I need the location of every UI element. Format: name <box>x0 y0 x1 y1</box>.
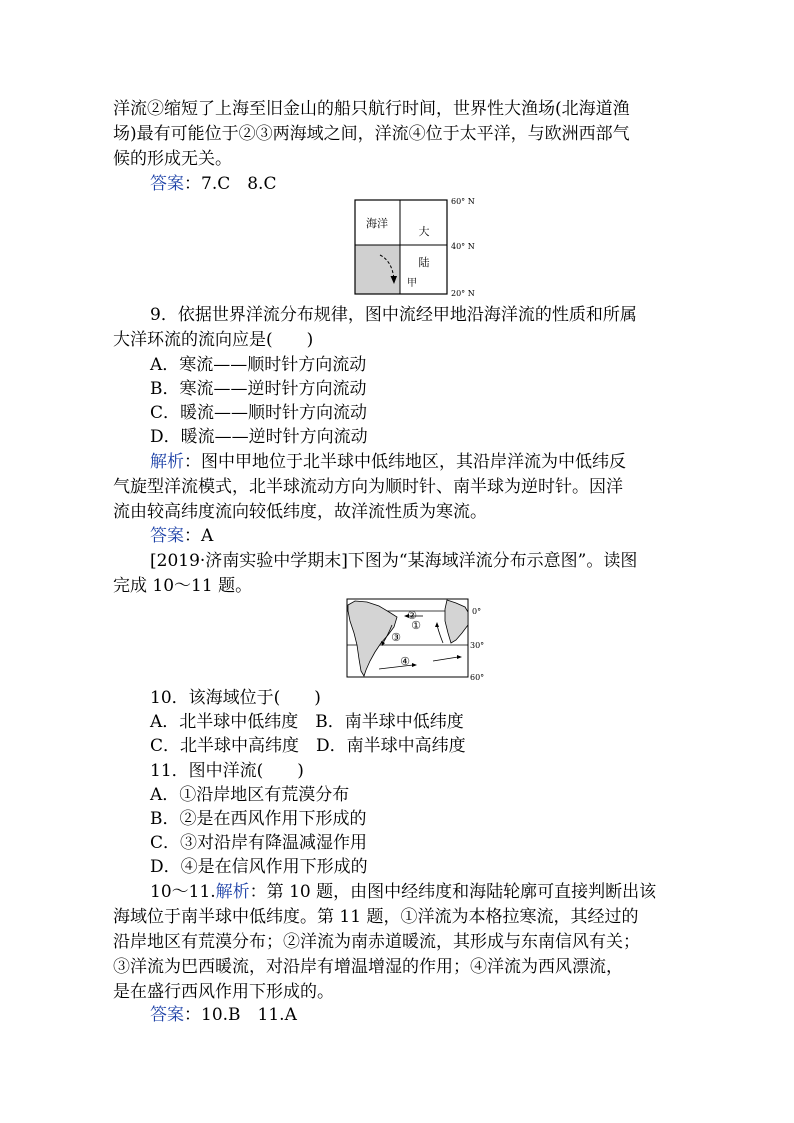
answer-text: ：7.C 8.C <box>184 174 277 194</box>
answer-7-8 <box>150 172 276 196</box>
q9-option-c: C．暖流——顺时针方向流动 <box>150 403 368 423</box>
lat-40n-label: 40° N <box>451 242 475 251</box>
q9-option-a: A．寒流——顺时针方向流动 <box>150 355 367 375</box>
answer-label: 答案 <box>150 526 184 546</box>
lat-30-label: 30° <box>470 641 485 650</box>
answer-text: ：10.B 11.A <box>184 1005 297 1025</box>
q10-stem: 10．该海域位于( ) <box>150 688 321 708</box>
current-3-label: ③ <box>391 631 401 644</box>
answer-9 <box>150 524 213 548</box>
lat-0-label: 0° <box>472 607 482 616</box>
lat-20n-label: 20° N <box>451 289 475 298</box>
q9-option-d: D．暖流——逆时针方向流动 <box>150 427 368 447</box>
answer-10-11 <box>150 1003 297 1027</box>
explanation-label: 解析 <box>150 452 184 472</box>
lat-60n-label: 60° N <box>451 197 475 206</box>
expl-10-11-line-5: 是在盛行西风作用下形成的。 <box>113 982 334 1002</box>
answer-label: 答案 <box>150 1005 184 1025</box>
q9-option-b: B．寒流——逆时针方向流动 <box>150 379 367 399</box>
expl9-line-2: 气旋型洋流模式，北半球流动方向为顺时针、南半球为逆时针。因洋 <box>113 477 623 497</box>
ocean-label: 海洋 <box>366 217 388 230</box>
expl-10-11-line-1 <box>150 880 656 904</box>
intro-line-3: 候的形成无关。 <box>113 149 232 169</box>
current-1-label: ① <box>411 619 421 632</box>
intro-10-11-line-2: 完成 10～11 题。 <box>113 576 253 596</box>
expl-10-11-line-2: 海域位于南半球中低纬度。第 11 题，①洋流为本格拉寒流，其经过的 <box>113 907 639 927</box>
expl9-line-3: 流由较高纬度流向较低纬度，故洋流性质为寒流。 <box>113 502 487 522</box>
jia-label: 甲 <box>407 278 417 289</box>
q11-option-a: A．①沿岸地区有荒漠分布 <box>150 785 350 805</box>
expl9-text-1: ：图中甲地位于北半球中低纬地区，其沿岸洋流为中低纬反 <box>184 452 626 472</box>
q11-stem: 11．图中洋流( ) <box>150 761 304 781</box>
expl-10-11-line-3: 沿岸地区有荒漠分布；②洋流为南赤道暖流，其形成与东南信风有关； <box>113 932 640 952</box>
intro-10-11-line-1: [2019·济南实验中学期末]下图为“某海域洋流分布示意图”。读图 <box>150 551 638 571</box>
expl-prefix: 10～11. <box>150 882 216 902</box>
continent-label-1: 大 <box>418 225 430 238</box>
current-4-label: ④ <box>400 655 410 668</box>
ocean-continent-diagram <box>350 195 515 299</box>
intro-line-2: 场)最有可能位于②③两海域之间，洋流④位于太平洋，与欧洲西部气 <box>113 124 630 144</box>
continent-label-2: 陆 <box>418 256 430 269</box>
q10-options-ab: A．北半球中低纬度 B．南半球中低纬度 <box>150 712 464 732</box>
lat-60-label: 60° <box>470 673 485 681</box>
intro-line-1: 洋流②缩短了上海至旧金山的船只航行时间，世界性大渔场(北海道渔 <box>113 99 630 119</box>
expl9-line-1 <box>150 450 626 474</box>
expl-10-11-line-4: ③洋流为巴西暖流，对沿岸有增温增湿的作用；④洋流为西风漂流， <box>113 957 623 977</box>
current-2-label: ② <box>407 609 417 622</box>
ocean-lower-cell <box>355 245 400 294</box>
q11-option-c: C．③对沿岸有降温减湿作用 <box>150 833 368 853</box>
q9-stem-line-1: 9．依据世界洋流分布规律，图中流经甲地沿海洋流的性质和所属 <box>150 305 637 325</box>
answer-text: ：A <box>184 526 214 546</box>
q9-stem-line-2: 大洋环流的流向应是( ) <box>113 330 314 350</box>
explanation-label: 解析 <box>215 882 250 902</box>
q11-option-b: B．②是在西风作用下形成的 <box>150 809 367 829</box>
answer-label: 答案 <box>150 174 184 194</box>
q10-options-cd: C．北半球中高纬度 D．南半球中高纬度 <box>150 736 466 756</box>
q11-option-d: D．④是在信风作用下形成的 <box>150 857 368 877</box>
ocean-current-map <box>345 597 493 681</box>
expl-10-11-text-1: ：第 10 题，由图中经纬度和海陆轮廓可直接判断出该 <box>249 882 657 902</box>
